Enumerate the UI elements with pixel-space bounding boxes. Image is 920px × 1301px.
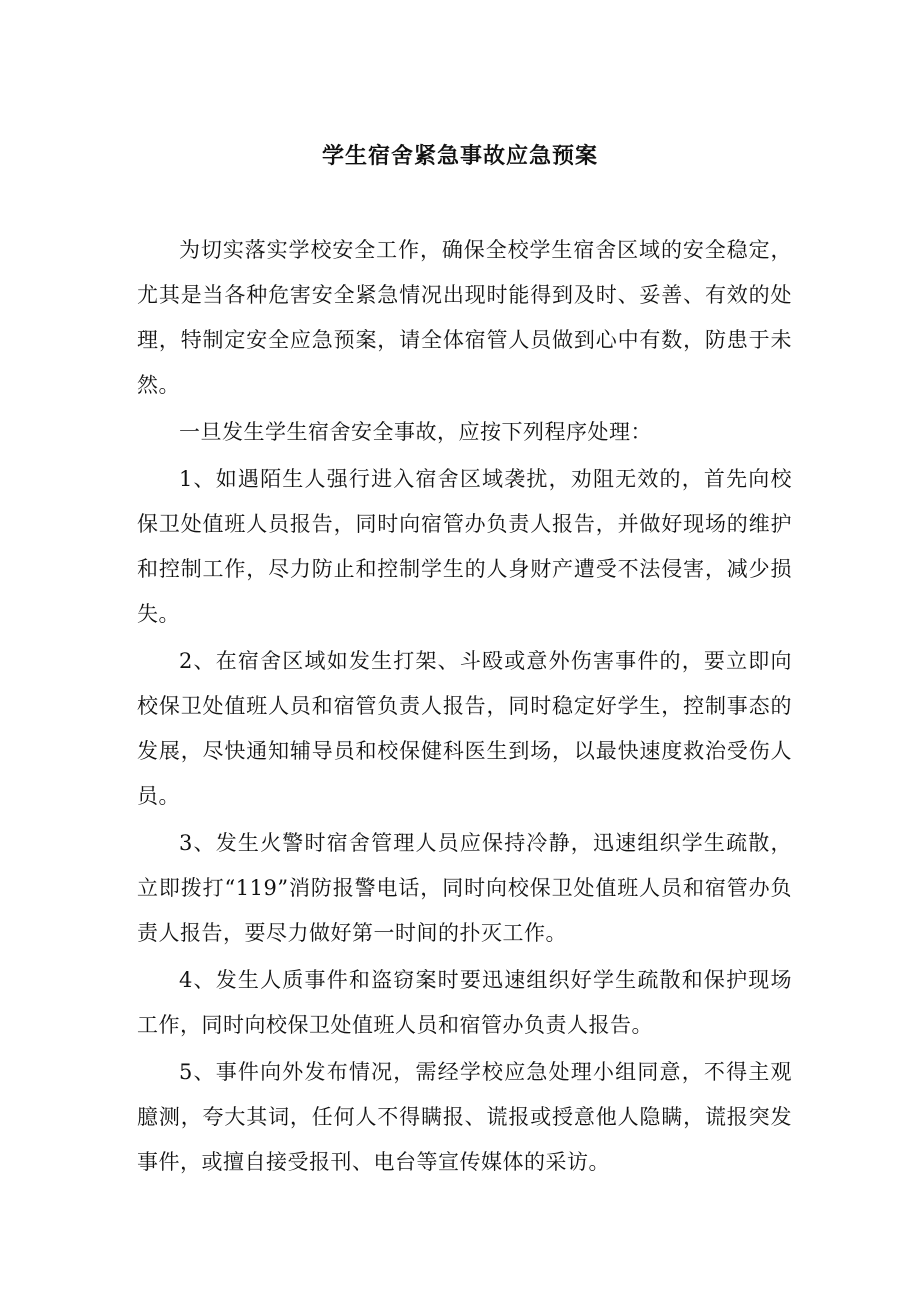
paragraph-item-4: 4、发生人质事件和盗窃案时要迅速组织好学生疏散和保护现场工作，同时向校保卫处值班人员和宿管办负责人报告。 xyxy=(137,968,792,1037)
paragraph-item-1: 1、如遇陌生人强行进入宿舍区域袭扰，劝阻无效的，首先向校保卫处值班人员报告，同时向宿管办负责人报告，并做好现场的维护和控制工作，尽力防止和控制学生的人身财产遭受不法侵害，减少损失。 xyxy=(137,467,792,626)
document-body xyxy=(137,228,792,1185)
document-title: 学生宿舍紧急事故应急预案 xyxy=(321,143,598,169)
paragraph-item-3: 3、发生火警时宿舍管理人员应保持冷静，迅速组织学生疏散，立即拨打“119”消防报警电话，同时向校保卫处值班人员和宿管办负责人报告，要尽力做好第一时间的扑灭工作。 xyxy=(137,831,792,945)
paragraph-item-5: 5、事件向外发布情况，需经学校应急处理小组同意，不得主观臆测，夸大其词，任何人不得瞒报、谎报或授意他人隐瞒，谎报突发事件，或擅自接受报刊、电台等宣传媒体的采访。 xyxy=(137,1060,792,1174)
paragraph-item-2: 2、在宿舍区域如发生打架、斗殴或意外伤害事件的，要立即向校保卫处值班人员和宿管负责人报告，同时稳定好学生，控制事态的发展，尽快通知辅导员和校保健科医生到场，以最快速度救治受伤人员。 xyxy=(137,649,792,808)
paragraph-procedure-lead: 一旦发生学生宿舍安全事故，应按下列程序处理： xyxy=(179,420,652,444)
paragraph-intro: 为切实落实学校安全工作，确保全校学生宿舍区域的安全稳定，尤其是当各种危害安全紧急情况出现时能得到及时、妥善、有效的处理，特制定安全应急预案，请全体宿管人员做到心中有数，防患于未然。 xyxy=(137,238,792,397)
